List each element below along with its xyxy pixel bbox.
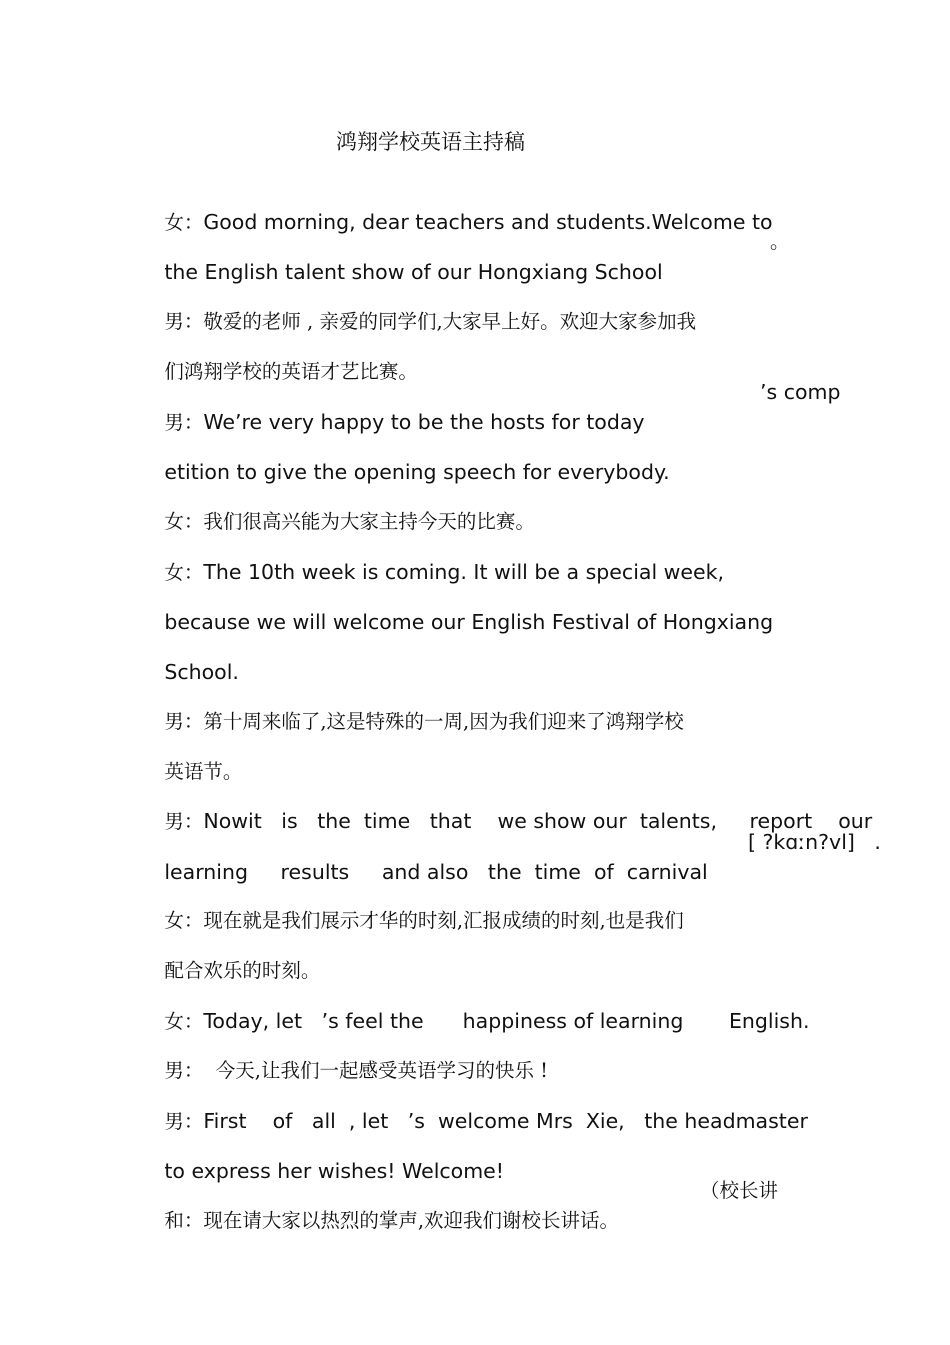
speaker-label: 男： bbox=[164, 411, 204, 434]
line-tail: （校长讲 bbox=[700, 1179, 779, 1202]
script-line bbox=[144, 627, 239, 684]
script-line bbox=[144, 277, 697, 333]
script-line bbox=[144, 677, 684, 733]
speaker-label: 男： bbox=[164, 1110, 204, 1133]
speaker-label: 和： bbox=[164, 1209, 204, 1232]
line-text: 配合欢乐的时刻。 bbox=[164, 959, 321, 982]
line-text: 今天,让我们一起感受英语学习的快乐 ! bbox=[203, 1059, 548, 1082]
script-line bbox=[144, 427, 670, 484]
line-text: to express her wishes! Welcome! bbox=[164, 1159, 505, 1183]
line-text: Today, let ’s feel the happiness of learning English. bbox=[203, 1009, 810, 1033]
script-line bbox=[144, 926, 321, 982]
line-text: Good morning, dear teachers and students.Welcome to bbox=[203, 210, 773, 234]
line-text: 我们很高兴能为大家主持今天的比赛。 bbox=[203, 510, 535, 533]
script-line bbox=[144, 477, 535, 533]
script-line bbox=[144, 377, 645, 434]
line-text: 现在就是我们展示才华的时刻,汇报成绩的时刻,也是我们 bbox=[203, 909, 684, 932]
script-line bbox=[144, 876, 684, 932]
script-line bbox=[144, 1026, 548, 1082]
script-line bbox=[144, 1176, 620, 1232]
script-line bbox=[144, 227, 663, 284]
speaker-label: 女： bbox=[164, 909, 204, 932]
script-line bbox=[144, 727, 243, 783]
speaker-label: 男： bbox=[164, 310, 204, 333]
script-line bbox=[144, 1126, 505, 1183]
line-text: School. bbox=[164, 660, 239, 684]
line-text: 第十周来临了,这是特殊的一周,因为我们迎来了鸿翔学校 bbox=[203, 710, 684, 733]
script-line bbox=[144, 527, 725, 584]
line-tail: [ ?kɑːn?vl] . bbox=[748, 830, 881, 854]
script-line bbox=[144, 976, 810, 1033]
script-line bbox=[144, 327, 418, 383]
script-line bbox=[144, 776, 873, 833]
script-line bbox=[144, 1076, 808, 1133]
speaker-label: 男： bbox=[164, 1059, 204, 1082]
document-title: 鸿翔学校英语主持稿 bbox=[336, 130, 525, 154]
line-tail: 。 bbox=[770, 230, 790, 253]
line-text: 英语节。 bbox=[164, 760, 243, 783]
line-text: learning results and also the time of carnival bbox=[164, 860, 708, 884]
speaker-label: 男： bbox=[164, 810, 204, 833]
line-text: 们鸿翔学校的英语才艺比赛。 bbox=[164, 360, 418, 383]
speaker-label: 女： bbox=[164, 1010, 204, 1033]
line-text: Nowit is the time that we show our talents, report our bbox=[203, 809, 873, 833]
line-text: because we will welcome our English Festival of Hongxiang bbox=[164, 610, 774, 634]
speaker-label: 女： bbox=[164, 211, 204, 234]
line-text: The 10th week is coming. It will be a special week, bbox=[203, 560, 725, 584]
speaker-label: 女： bbox=[164, 510, 204, 533]
script-line bbox=[144, 827, 708, 884]
line-text: 敬爱的老师 , 亲爱的同学们,大家早上好。欢迎大家参加我 bbox=[203, 310, 697, 333]
line-tail: ’s comp bbox=[760, 380, 841, 404]
line-text: We’re very happy to be the hosts for today bbox=[203, 410, 645, 434]
line-text: the English talent show of our Hongxiang School bbox=[164, 260, 663, 284]
script-line bbox=[144, 177, 773, 234]
line-text: etition to give the opening speech for everybody. bbox=[164, 460, 670, 484]
line-text: 现在请大家以热烈的掌声,欢迎我们谢校长讲话。 bbox=[203, 1209, 620, 1232]
script-line bbox=[144, 577, 774, 634]
speaker-label: 女： bbox=[164, 561, 204, 584]
speaker-label: 男： bbox=[164, 710, 204, 733]
line-text: First of all , let ’s welcome Mrs Xie, the headmaster bbox=[203, 1109, 808, 1133]
